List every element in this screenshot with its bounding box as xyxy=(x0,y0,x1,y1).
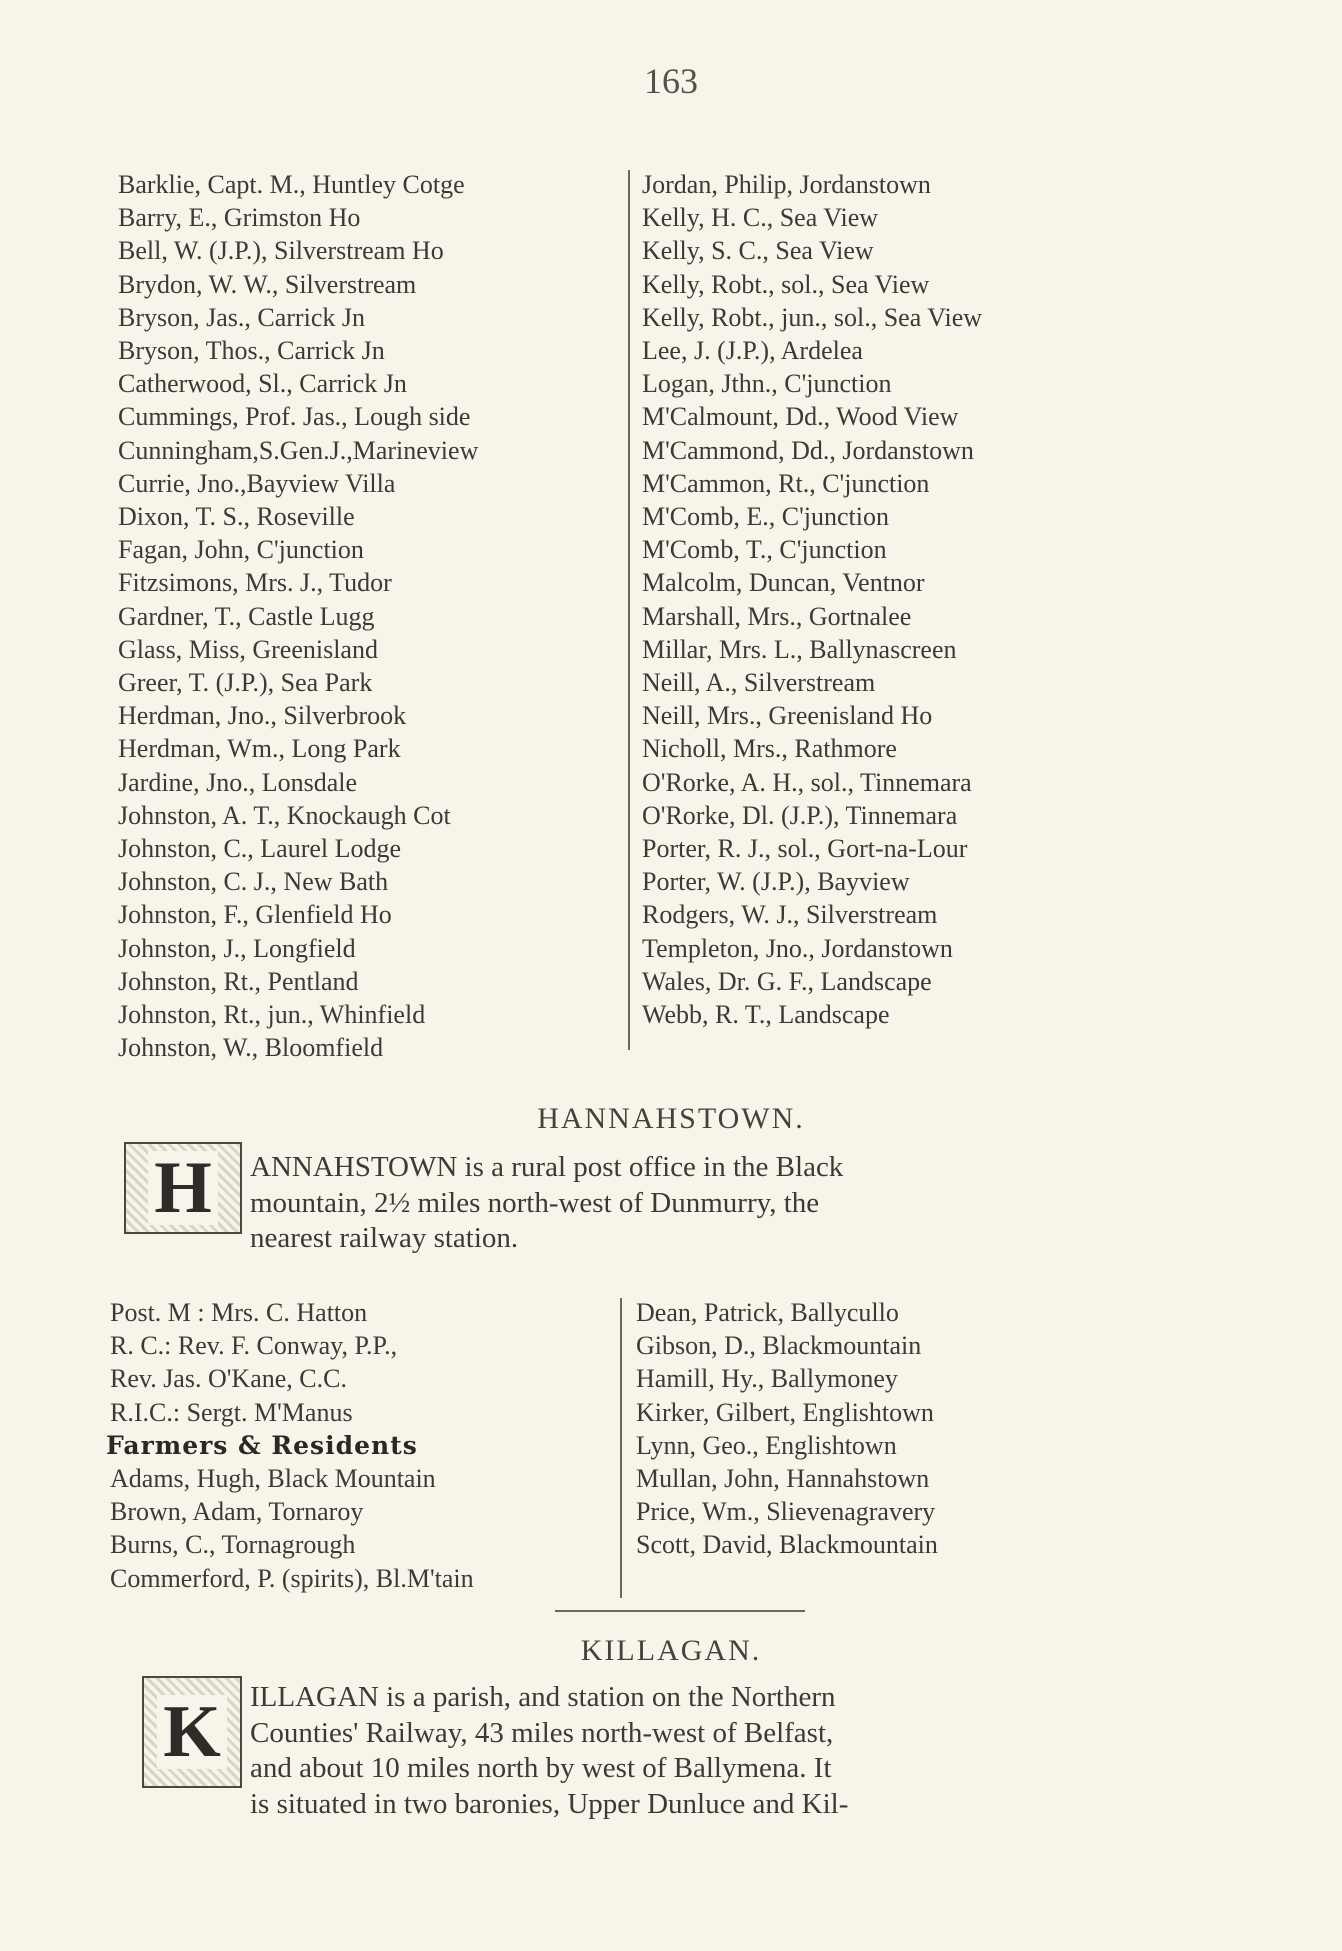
directory-entry: Glass, Miss, Greenisland xyxy=(118,634,378,664)
hannahstown-list-right xyxy=(636,1296,938,1562)
residents-list xyxy=(110,1462,474,1595)
directory-entry: Fitzsimons, Mrs. J., Tudor xyxy=(118,568,392,598)
initial-letter: H xyxy=(148,1151,218,1225)
intro-line: is situated in two baronies, Upper Dunluce and Kil- xyxy=(250,1787,849,1820)
directory-entry: Johnston, C., Laurel Lodge xyxy=(118,834,402,864)
directory-entry: Wales, Dr. G. F., Landscape xyxy=(642,966,932,996)
column-divider xyxy=(620,1298,622,1598)
directory-entry: Currie, Jno.,Bayview Villa xyxy=(118,468,396,498)
directory-entry: Nicholl, Mrs., Rathmore xyxy=(642,734,897,764)
directory-entry: Jordan, Philip, Jordanstown xyxy=(642,170,931,199)
farmers-residents-heading: Farmers & Residents xyxy=(106,1430,418,1460)
resident-entry: Adams, Hugh, Black Mountain xyxy=(110,1464,436,1494)
resident-entry: Commerford, P. (spirits), Bl.M'tain xyxy=(110,1563,474,1593)
directory-entry: Marshall, Mrs., Gortnalee xyxy=(642,601,912,631)
directory-entry: Millar, Mrs. L., Ballynascreen xyxy=(642,634,957,664)
directory-entry: Dixon, T. S., Roseville xyxy=(118,502,355,532)
intro-line: ANNAHSTOWN is a rural post office in the Black xyxy=(250,1151,844,1183)
directory-entry: M'Comb, E., C'junction xyxy=(642,502,889,532)
directory-entry: Bell, W. (J.P.), Silverstream Ho xyxy=(118,236,444,266)
directory-entry: M'Calmount, Dd., Wood View xyxy=(642,402,959,432)
directory-entry: Johnston, F., Glenfield Ho xyxy=(118,900,392,930)
official-entry: R. C.: Rev. F. Conway, P.P., xyxy=(110,1331,398,1361)
directory-entry: M'Cammon, Rt., C'junction xyxy=(642,468,930,498)
directory-entry: Johnston, J., Longfield xyxy=(118,933,356,963)
directory-entry: Brydon, W. W., Silverstream xyxy=(118,269,417,299)
resident-entry: Burns, C., Tornagrough xyxy=(110,1530,356,1560)
directory-entry: O'Rorke, A. H., sol., Tinnemara xyxy=(642,767,972,797)
directory-entry: Porter, R. J., sol., Gort-na-Lour xyxy=(642,834,968,864)
directory-entry: Johnston, A. T., Knockaugh Cot xyxy=(118,800,451,830)
directory-entry: Johnston, Rt., jun., Whinfield xyxy=(118,1000,426,1030)
page-number: 163 xyxy=(644,61,698,101)
column-divider xyxy=(628,170,630,1050)
directory-entry: O'Rorke, Dl. (J.P.), Tinnemara xyxy=(642,800,958,830)
directory-entry: Bryson, Jas., Carrick Jn xyxy=(118,302,365,332)
directory-list-right xyxy=(642,168,982,1031)
directory-entry: Barklie, Capt. M., Huntley Cotge xyxy=(118,170,465,199)
directory-entry: Porter, W. (J.P.), Bayview xyxy=(642,867,910,897)
resident-entry: Brown, Adam, Tornaroy xyxy=(110,1497,364,1527)
directory-entry: M'Cammond, Dd., Jordanstown xyxy=(642,435,974,465)
official-entry: Rev. Jas. O'Kane, C.C. xyxy=(110,1364,347,1394)
directory-entry: Johnston, W., Bloomfield xyxy=(118,1033,384,1063)
section-heading-hannahstown: HANNAHSTOWN. xyxy=(537,1102,805,1135)
directory-entry: Herdman, Wm., Long Park xyxy=(118,734,401,764)
directory-entry: Barry, E., Grimston Ho xyxy=(118,203,361,233)
directory-entry: Kelly, Robt., jun., sol., Sea View xyxy=(642,302,983,332)
directory-entry: Neill, Mrs., Greenisland Ho xyxy=(642,701,933,731)
directory-entry: Johnston, Rt., Pentland xyxy=(118,966,359,996)
directory-entry: Greer, T. (J.P.), Sea Park xyxy=(118,668,373,698)
officials-list xyxy=(110,1296,474,1429)
resident-entry: Dean, Patrick, Ballycullo xyxy=(636,1298,899,1327)
directory-entry: M'Comb, T., C'junction xyxy=(642,535,887,565)
directory-entry: Kelly, H. C., Sea View xyxy=(642,203,879,233)
directory-entry: Catherwood, Sl., Carrick Jn xyxy=(118,369,407,399)
directory-entry: Cunningham,S.Gen.J.,Marineview xyxy=(118,435,479,465)
official-entry: Post. M : Mrs. C. Hatton xyxy=(110,1298,368,1327)
resident-entry: Lynn, Geo., Englishtown xyxy=(636,1430,897,1460)
directory-entry: Jardine, Jno., Lonsdale xyxy=(118,767,358,797)
directory-entry: Lee, J. (J.P.), Ardelea xyxy=(642,336,863,366)
directory-entry: Fagan, John, C'junction xyxy=(118,535,364,565)
directory-entry: Bryson, Thos., Carrick Jn xyxy=(118,336,385,366)
initial-k-ornament xyxy=(142,1676,242,1788)
official-entry: R.I.C.: Sergt. M'Manus xyxy=(110,1397,353,1427)
intro-line: nearest railway station. xyxy=(250,1222,519,1254)
resident-entry: Hamill, Hy., Ballymoney xyxy=(636,1364,898,1394)
directory-entry: Malcolm, Duncan, Ventnor xyxy=(642,568,925,598)
killagan-intro xyxy=(250,1680,848,1822)
resident-entry: Gibson, D., Blackmountain xyxy=(636,1331,922,1361)
section-heading-killagan: KILLAGAN. xyxy=(580,1634,762,1667)
intro-line: mountain, 2½ miles north-west of Dunmurry, the xyxy=(250,1186,820,1219)
directory-entry: Cummings, Prof. Jas., Lough side xyxy=(118,402,471,432)
intro-line: ILLAGAN is a parish, and station on the Northern xyxy=(250,1681,836,1713)
resident-entry: Kirker, Gilbert, Englishtown xyxy=(636,1397,934,1427)
initial-letter: K xyxy=(157,1695,227,1769)
directory-entry: Herdman, Jno., Silverbrook xyxy=(118,701,407,731)
hannahstown-intro xyxy=(250,1150,843,1257)
directory-entry: Rodgers, W. J., Silverstream xyxy=(642,900,938,930)
directory-entry: Kelly, Robt., sol., Sea View xyxy=(642,269,930,299)
resident-entry: Price, Wm., Slievenagravery xyxy=(636,1497,936,1527)
intro-line: Counties' Railway, 43 miles north-west of Belfast, xyxy=(250,1716,834,1749)
resident-entry: Scott, David, Blackmountain xyxy=(636,1530,938,1560)
section-rule xyxy=(555,1610,805,1612)
resident-entry: Mullan, John, Hannahstown xyxy=(636,1464,930,1494)
directory-entry: Johnston, C. J., New Bath xyxy=(118,867,389,897)
hannahstown-list-left xyxy=(106,1296,474,1595)
directory-entry: Neill, A., Silverstream xyxy=(642,668,876,698)
initial-h-ornament xyxy=(124,1142,242,1234)
directory-entry: Templeton, Jno., Jordanstown xyxy=(642,933,953,963)
intro-line: and about 10 miles north by west of Ballymena. It xyxy=(250,1752,832,1784)
directory-list-left xyxy=(118,168,478,1064)
directory-entry: Webb, R. T., Landscape xyxy=(642,1000,890,1030)
directory-entry: Kelly, S. C., Sea View xyxy=(642,236,874,266)
directory-entry: Logan, Jthn., C'junction xyxy=(642,369,892,399)
directory-entry: Gardner, T., Castle Lugg xyxy=(118,601,375,631)
